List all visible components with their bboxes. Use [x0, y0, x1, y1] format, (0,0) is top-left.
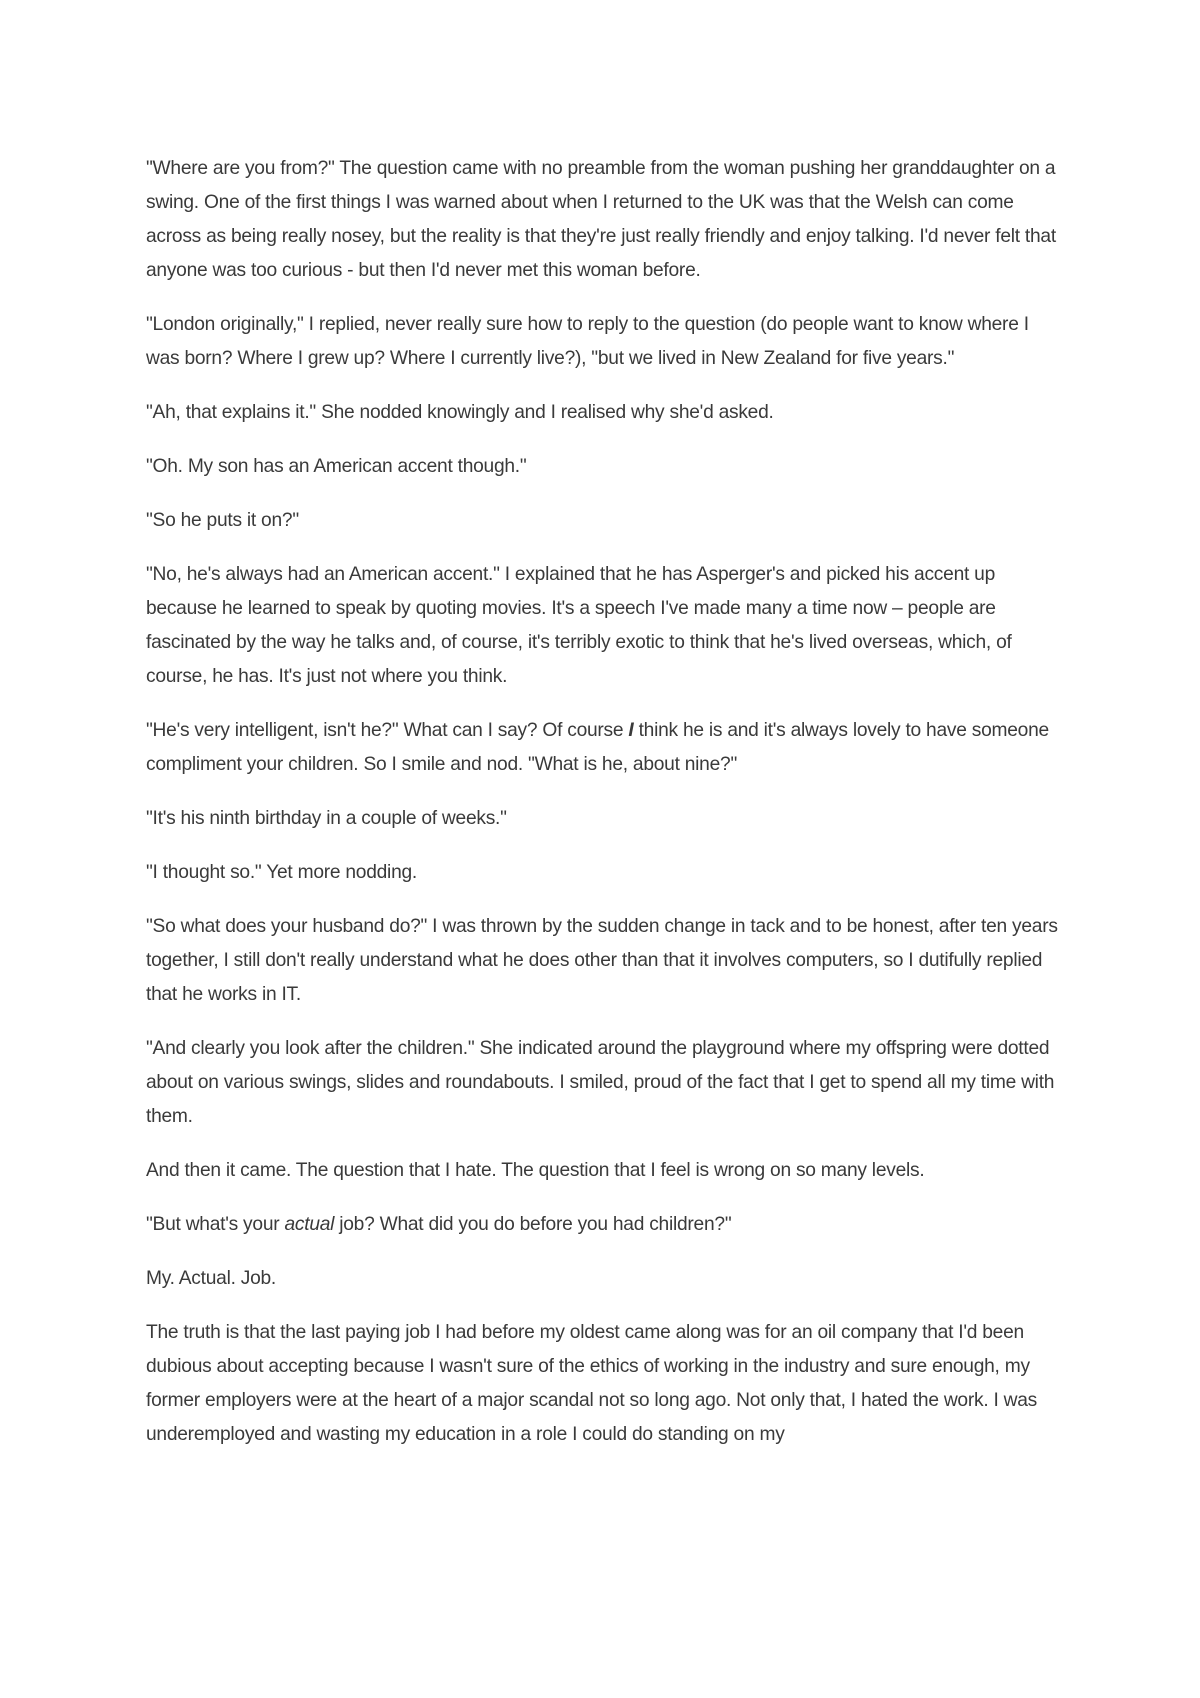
paragraph: "And clearly you look after the children." She indicated around the playground where my offspring were dotted about on various swings, slides and roundabouts. I smiled, proud of the fact that I get to spend all my time with them.: [146, 1038, 1055, 1127]
paragraph-text: job? What did you do before you had children?": [334, 1214, 732, 1235]
emphasized-word: I: [628, 720, 634, 741]
paragraph: "No, he's always had an American accent." I explained that he has Asperger's and picked his accent up because he learned to speak by quoting movies. It's a speech I've made many a time now – people are fascinated by the way he talks and, of course, it's terribly exotic to think that he's lived overseas, which, of course, he has. It's just not where you think.: [146, 564, 1012, 687]
paragraph-text: "But what's your: [146, 1214, 285, 1235]
paragraph: [146, 714, 1066, 782]
paragraph: "I thought so." Yet more nodding.: [146, 862, 417, 883]
paragraph: "So he puts it on?": [146, 510, 299, 531]
paragraph: "London originally," I replied, never really sure how to reply to the question (do people want to know where I was born? Where I grew up? Where I currently live?), "but we lived in New Zealand for five years.": [146, 314, 1029, 369]
paragraph: And then it came. The question that I hate. The question that I feel is wrong on so many levels.: [146, 1160, 925, 1181]
paragraph: The truth is that the last paying job I had before my oldest came along was for an oil company that I'd been dubious about accepting because I wasn't sure of the ethics of working in the industry and sure enough, my former employers were at the heart of a major scandal not so long ago. Not only that, I hated the work. I was underemployed and wasting my education in a role I could do standing on my: [146, 1322, 1038, 1445]
paragraph-text: think he is and it's always lovely to have someone compliment your children. So I smile and nod. "What is he, about nine?": [146, 720, 1049, 775]
paragraph: [146, 1208, 1066, 1242]
paragraph: "It's his ninth birthday in a couple of weeks.": [146, 808, 507, 829]
paragraph: "Where are you from?" The question came with no preamble from the woman pushing her granddaughter on a swing. One of the first things I was warned about when I returned to the UK was that the Welsh can come across as being really nosey, but the reality is that they're just really friendly and enjoy talking. I'd never felt that anyone was too curious - but then I'd never met this woman before.: [146, 158, 1056, 281]
paragraph: "So what does your husband do?" I was thrown by the sudden change in tack and to be honest, after ten years together, I still don't really understand what he does other than that it involves computers, so I dutifully replied that he works in IT.: [146, 916, 1058, 1005]
emphasized-word: actual: [284, 1214, 335, 1235]
document-body: [146, 152, 1066, 1472]
paragraph: "Ah, that explains it." She nodded knowingly and I realised why she'd asked.: [146, 402, 774, 423]
paragraph-text: "He's very intelligent, isn't he?" What can I say? Of course: [146, 720, 629, 741]
paragraph: My. Actual. Job.: [146, 1268, 277, 1289]
paragraph: "Oh. My son has an American accent though.": [146, 456, 527, 477]
